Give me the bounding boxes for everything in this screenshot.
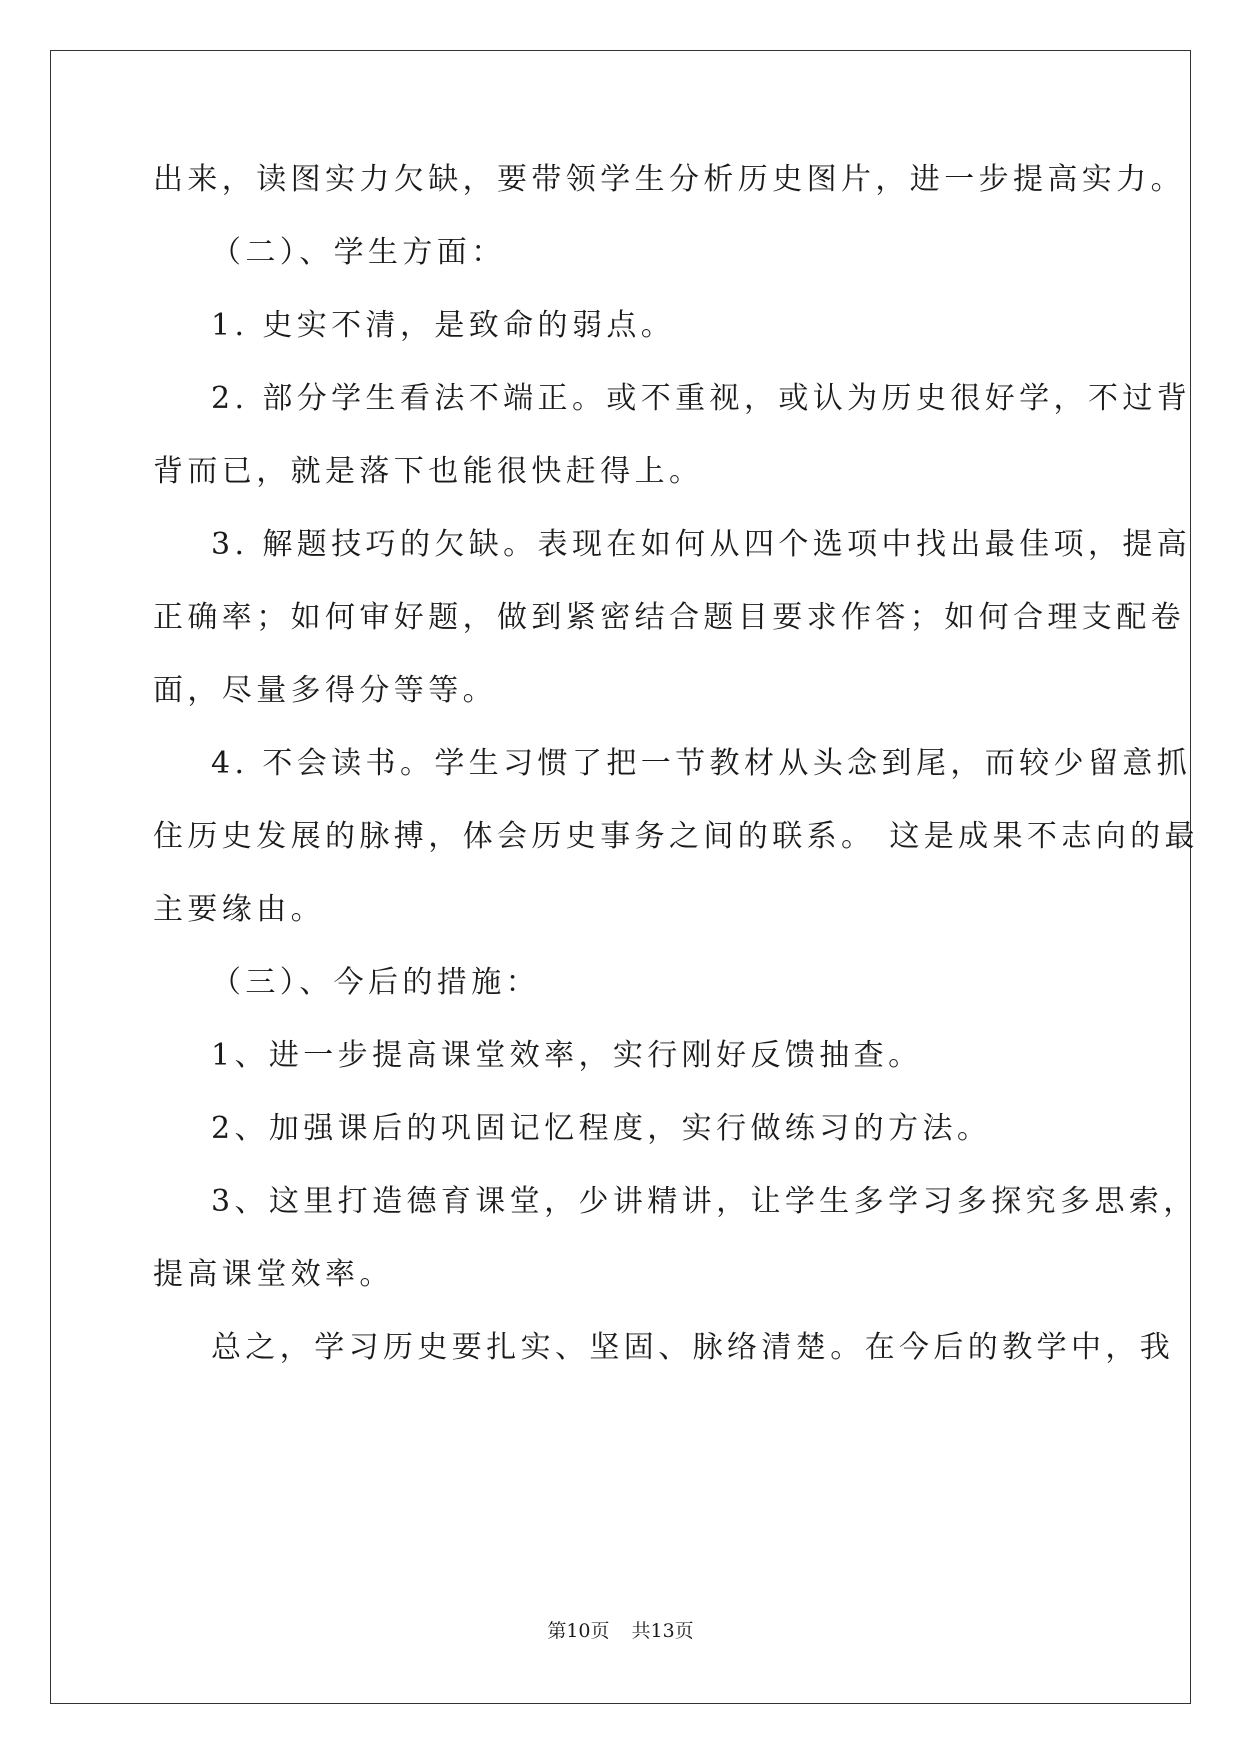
total-page-count: 共13页 <box>631 1620 694 1642</box>
list-item: 2. 部分学生看法不端正。或不重视，或认为历史很好学，不过背 <box>211 381 1192 416</box>
page-footer <box>0 1619 1241 1643</box>
list-item: 1. 史实不清，是致命的弱点。 <box>211 308 676 343</box>
paragraph-line: 正确率；如何审好题，做到紧密结合题目要求作答；如何合理支配卷 <box>153 600 1185 635</box>
list-item: 3、这里打造德育课堂，少讲精讲，让学生多学习多探究多思索， <box>211 1184 1198 1219</box>
list-item: 4. 不会读书。学生习惯了把一节教材从头念到尾，而较少留意抓 <box>211 746 1192 781</box>
paragraph-line: 出来，读图实力欠缺，要带领学生分析历史图片，进一步提高实力。 <box>153 162 1185 197</box>
paragraph-line: 背而已，就是落下也能很快赶得上。 <box>153 454 704 489</box>
paragraph-line: 住历史发展的脉搏，体会历史事务之间的联系。 这是成果不志向的最 <box>153 819 1199 854</box>
paragraph-line: 总之，学习历史要扎实、坚固、脉络清楚。在今后的教学中，我 <box>211 1330 1175 1365</box>
paragraph-line: 提高课堂效率。 <box>153 1257 394 1292</box>
list-item: 2、加强课后的巩固记忆程度，实行做练习的方法。 <box>211 1111 992 1146</box>
current-page-number: 第10页 <box>547 1620 610 1642</box>
list-item: 3. 解题技巧的欠缺。表现在如何从四个选项中找出最佳项，提高 <box>211 527 1192 562</box>
page-border <box>50 50 1191 1704</box>
list-item: 1、进一步提高课堂效率，实行刚好反馈抽查。 <box>211 1038 923 1073</box>
paragraph-line: 面，尽量多得分等等。 <box>153 673 497 708</box>
section-heading: （二）、学生方面： <box>211 235 506 270</box>
paragraph-line: 主要缘由。 <box>153 892 325 927</box>
section-heading: （三）、今后的措施： <box>211 965 540 1000</box>
